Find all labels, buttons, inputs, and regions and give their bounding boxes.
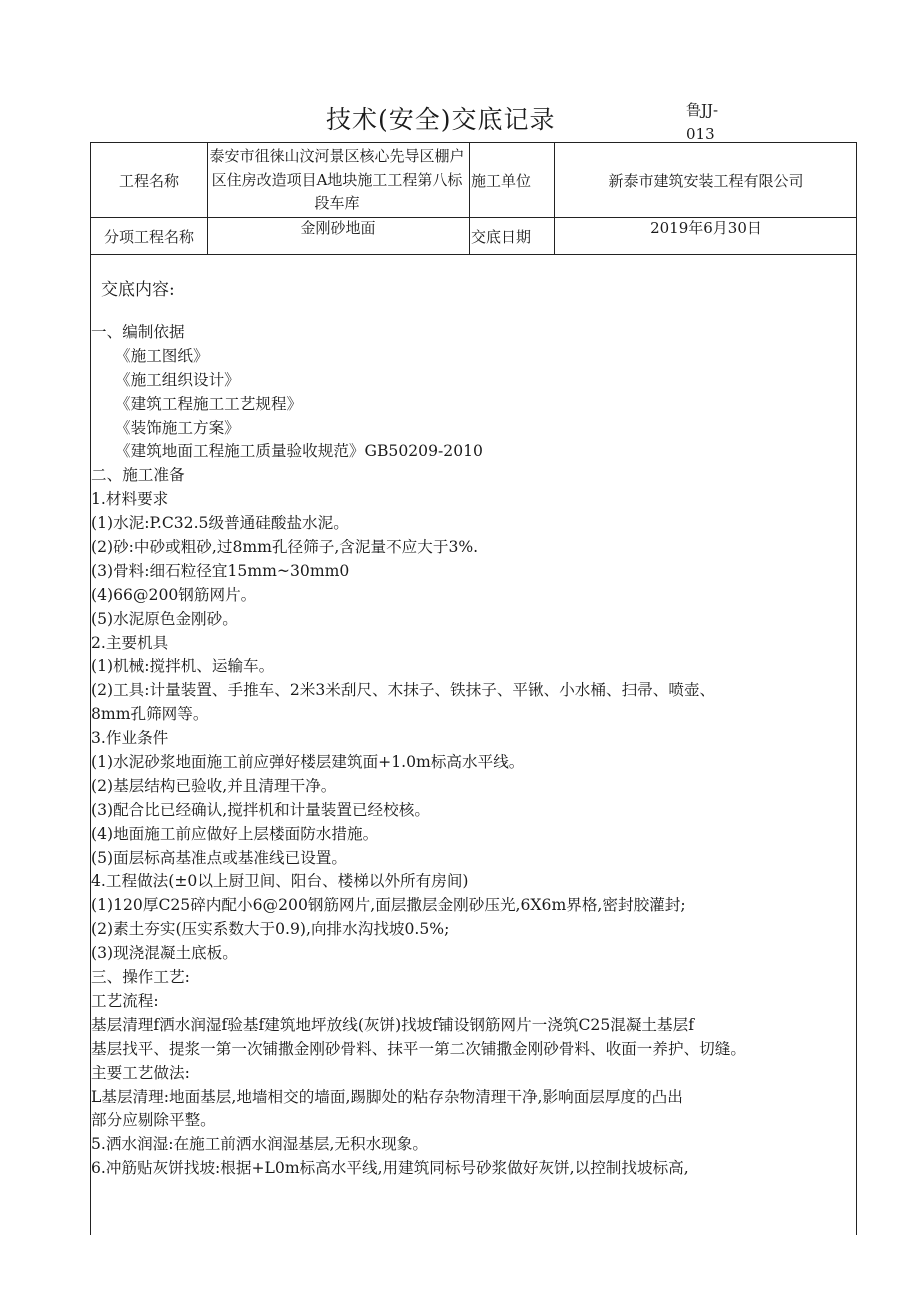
content-line: 工艺流程: [91,991,159,1010]
content-line: 《装饰施工方案》 [115,418,240,437]
row-divider [91,254,856,255]
content-line: (1)120厚C25碎内配小6@200钢筋网片,面层撒层金刚砂压光,6X6m界格,密封胶灌封; [91,896,686,915]
content-line: 二、施工准备 [91,466,185,485]
document-title: 技术(安全)交底记录 [326,105,556,134]
content-line: 《建筑工程施工工艺规程》 [115,394,303,413]
content-line: 《建筑地面工程施工质量验收规范》GB50209-2010 [115,442,483,461]
project-name-label: 工程名称 [118,171,179,190]
document-code-line1: 鲁JJ- [686,101,719,119]
content-line: 主要工艺做法: [91,1063,190,1082]
content-line: (2)基层结构已验收,并且清理干净。 [91,776,337,795]
document-code-line2: 013 [686,125,715,143]
content-heading: 交底内容: [101,280,175,300]
content-line: L基层清理:地面基层,地墙相交的墙面,踢脚处的粘存杂物清理干净,影响面层厚度的凸出 [91,1087,683,1106]
sub-project-label: 分项工程名称 [103,227,194,246]
record-table [90,142,857,1235]
content-line: (1)水泥砂浆地面施工前应弹好楼层建筑面+1.0m标高水平线。 [91,753,525,772]
content-line: (5)水泥原色金刚砂。 [91,609,238,628]
project-name-value: 泰安市徂徕山汶河景区核心先导区棚户区住房改造项目A地块施工工程第八标段车库 [209,147,465,212]
content-line: (3)现浇混凝土底板。 [91,944,238,963]
content-line: (3)骨料:细石粒径宜15mm~30mm0 [91,561,350,580]
content-line: 1.材料要求 [91,490,169,509]
content-line: (2)工具:计量装置、手推车、2米3米刮尺、木抹子、铁抹子、平锹、小水桶、扫帚、喷壶、 [91,681,716,700]
content-line: (3)配合比已经确认,搅拌机和计量装置已经校核。 [91,800,430,819]
construction-unit-label: 施工单位 [471,171,532,190]
content-line: 部分应剔除平整。 [91,1111,216,1130]
content-line: (4)66@200钢筋网片。 [91,585,257,604]
content-line: 6.冲筋贴灰饼找坡:根据+L0m标高水平线,用建筑同标号砂浆做好灰饼,以控制找坡标高, [91,1159,689,1178]
content-line: (1)水泥:P.C32.5级普通硅酸盐水泥。 [91,514,349,533]
construction-unit-value: 新泰市建筑安装工程有限公司 [608,171,804,190]
briefing-date-label: 交底日期 [471,227,532,246]
content-line: (2)砂:中砂或粗砂,过8mm孔径筛子,含泥量不应大于3%. [91,538,479,557]
content-line: 一、编制依据 [91,323,185,341]
content-line: 《施工图纸》 [115,346,209,365]
content-lines [91,321,856,1181]
content-line: (2)素土夯实(压实系数大于0.9),向排水沟找坡0.5%; [91,920,450,939]
document-code [686,98,746,146]
content-line: 《施工组织设计》 [115,370,240,389]
briefing-date-value: 2019年6月30日 [650,218,762,237]
content-line: 2.主要机具 [91,633,169,652]
content-line: 三、操作工艺: [91,968,190,987]
content-line: 3.作业条件 [91,729,169,748]
content-line: 基层找平、提浆一第一次铺撒金刚砂骨料、抹平一第二次铺撒金刚砂骨料、收面一养护、切缝。 [91,1039,746,1058]
content-line: 基层清理f洒水润湿f验基f建筑地坪放线(灰饼)找坡f铺设钢筋网片一浇筑C25混凝土基层f [91,1015,694,1034]
sub-project-value: 金刚砂地面 [300,218,376,237]
content-line: 4.工程做法(±0以上厨卫间、阳台、楼梯以外所有房间) [91,872,469,891]
content-line: (1)机械:搅拌机、运输车。 [91,657,275,676]
content-line: 8mm孔筛网等。 [91,705,209,724]
content-line: 5.洒水润湿:在施工前洒水润湿基层,无积水现象。 [91,1135,428,1154]
content-line: (4)地面施工前应做好上层楼面防水措施。 [91,824,379,843]
content-line: (5)面层标高基准点或基准线已设置。 [91,848,347,867]
